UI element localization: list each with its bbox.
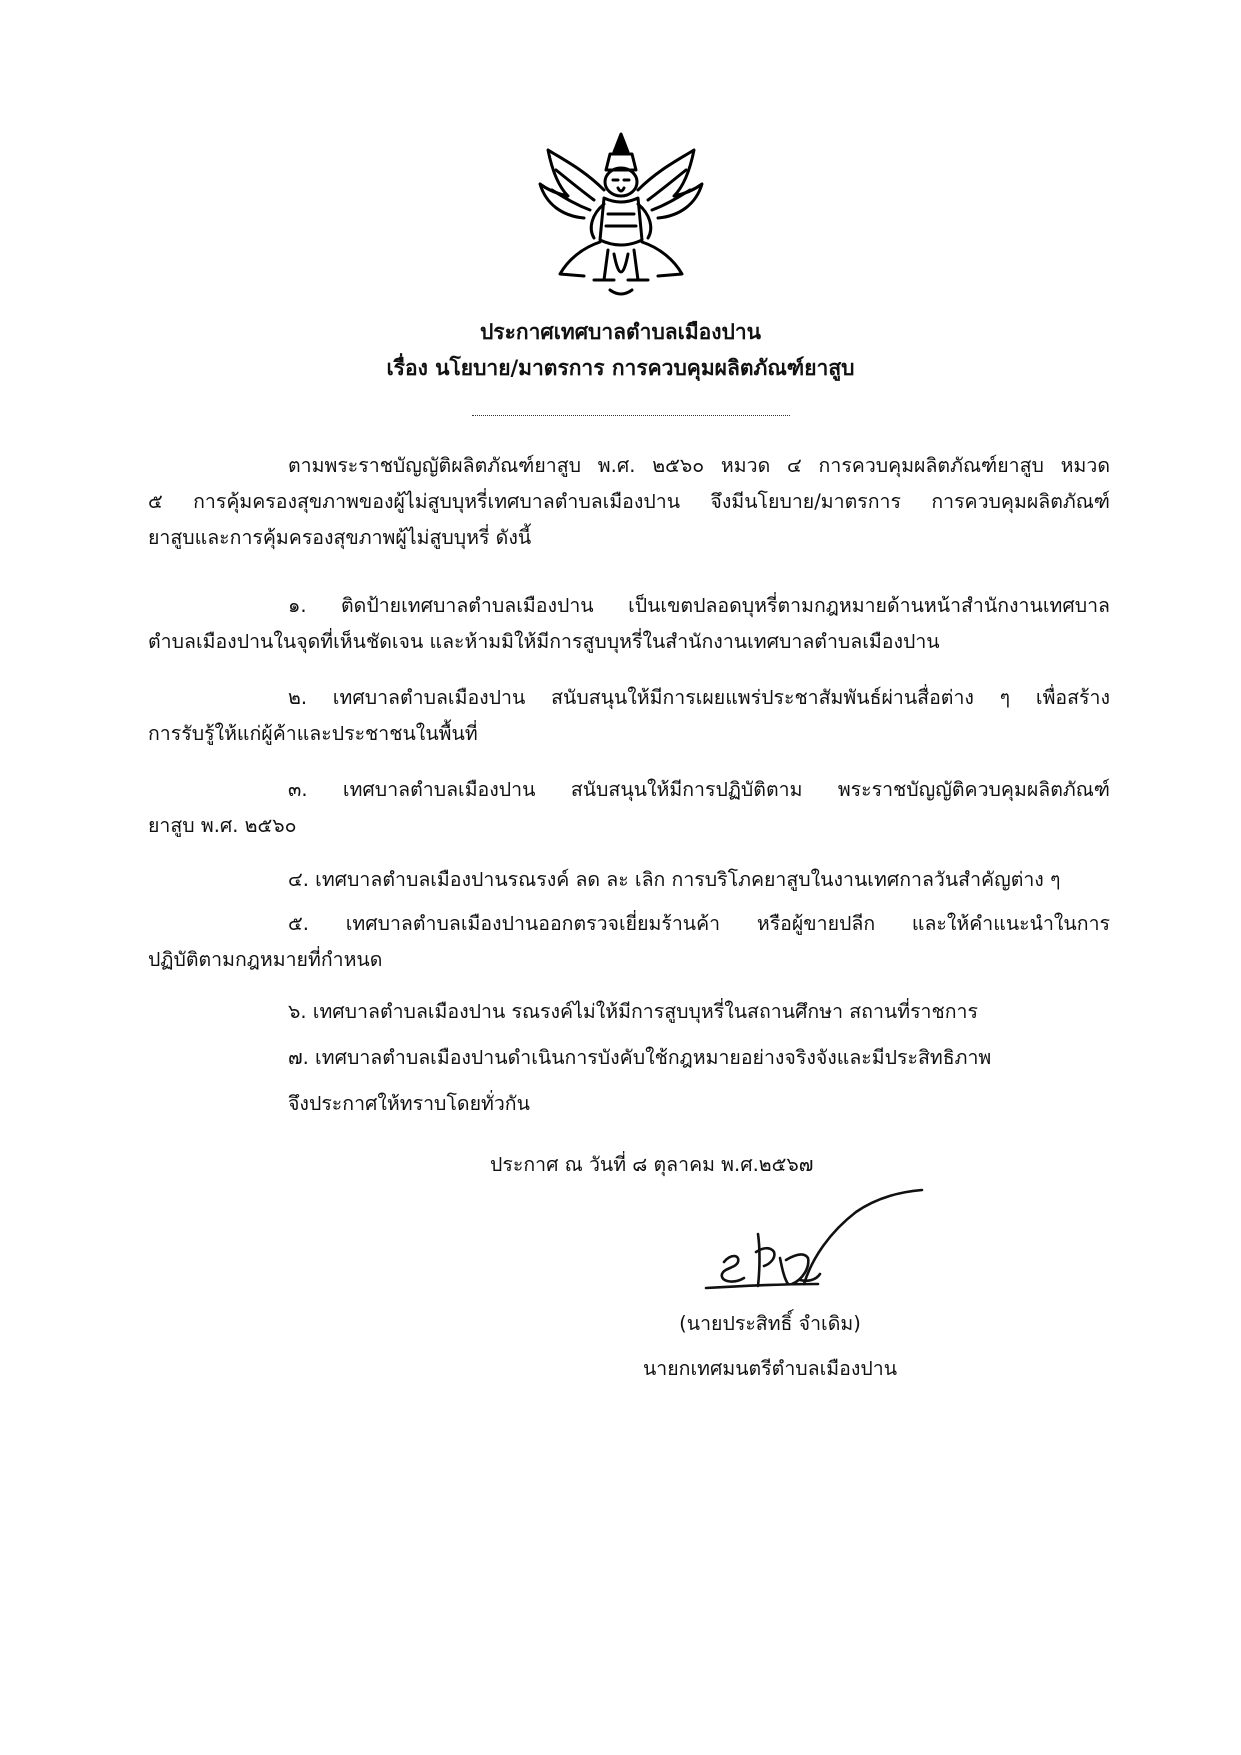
announcement-date: ประกาศ ณ วันที่ ๘ ตุลาคม พ.ศ.๒๕๖๗ [490,1153,814,1176]
policy-item-4: ๔. เทศบาลตำบลเมืองปานรณรงค์ ลด ละ เลิก การบริโภคยาสูบในงานเทศกาลวันสำคัญต่าง ๆ [288,868,1061,891]
policy-item-5-line-2: ปฏิบัติตามกฎหมายที่กำหนด [148,948,383,971]
announcement-title: ประกาศเทศบาลตำบลเมืองปาน [479,320,762,344]
policy-item-5 [148,906,1110,978]
policy-item-2-line-2: การรับรู้ให้แก่ผู้ค้าและประชาชนในพื้นที่ [148,722,478,745]
closing-statement: จึงประกาศให้ทราบโดยทั่วกัน [288,1092,530,1115]
policy-item-3-line-1: ๓. เทศบาลตำบลเมืองปาน สนับสนุนให้มีการปฏิบัติตาม พระราชบัญญัติควบคุมผลิตภัณฑ์ [288,778,1110,801]
policy-item-6: ๖. เทศบาลตำบลเมืองปาน รณรงค์ไม่ให้มีการสูบบุหรี่ในสถานศึกษา สถานที่ราชการ [288,1000,978,1023]
dotted-divider [472,415,790,416]
intro-line-3: ยาสูบและการคุ้มครองสุขภาพผู้ไม่สูบบุหรี่ ดังนี้ [148,526,532,549]
policy-item-2 [148,680,1110,752]
intro-line-2: ๕ การคุ้มครองสุขภาพของผู้ไม่สูบบุหรี่เทศบาลตำบลเมืองปาน จึงมีนโยบาย/มาตรการ การควบคุมผลิตภัณฑ์ [148,490,1110,513]
policy-item-1 [148,588,1110,660]
policy-item-1-line-1: ๑. ติดป้ายเทศบาลตำบลเมืองปาน เป็นเขตปลอดบุหรี่ตามกฎหมายด้านหน้าสำนักงานเทศบาล [288,594,1110,617]
signer-name: (นายประสิทธิ์ จำเดิม) [679,1312,861,1335]
policy-item-3-line-2: ยาสูบ พ.ศ. ๒๕๖๐ [148,814,297,837]
policy-item-3 [148,772,1110,844]
policy-item-2-line-1: ๒. เทศบาลตำบลเมืองปาน สนับสนุนให้มีการเผยแพร่ประชาสัมพันธ์ผ่านสื่อต่าง ๆ เพื่อสร้าง [288,686,1110,709]
intro-paragraph [148,448,1110,556]
signer-position: นายกเทศมนตรีตำบลเมืองปาน [642,1357,898,1380]
policy-item-7: ๗. เทศบาลตำบลเมืองปานดำเนินการบังคับใช้กฎหมายอย่างจริงจังและมีประสิทธิภาพ [288,1046,992,1069]
intro-line-1: ตามพระราชบัญญัติผลิตภัณฑ์ยาสูบ พ.ศ. ๒๕๖๐ หมวด ๔ การควบคุมผลิตภัณฑ์ยาสูบ หมวด [288,454,1110,477]
garuda-emblem-icon [534,130,708,302]
announcement-subject: เรื่อง นโยบาย/มาตรการ การควบคุมผลิตภัณฑ์ยาสูบ [386,356,855,380]
handwritten-signature [700,1188,930,1298]
policy-item-1-line-2: ตำบลเมืองปานในจุดที่เห็นชัดเจน และห้ามมิให้มีการสูบบุหรี่ในสำนักงานเทศบาลตำบลเมืองปาน [148,630,940,653]
policy-item-5-line-1: ๕. เทศบาลตำบลเมืองปานออกตรวจเยี่ยมร้านค้า หรือผู้ขายปลีก และให้คำแนะนำในการ [288,912,1110,935]
